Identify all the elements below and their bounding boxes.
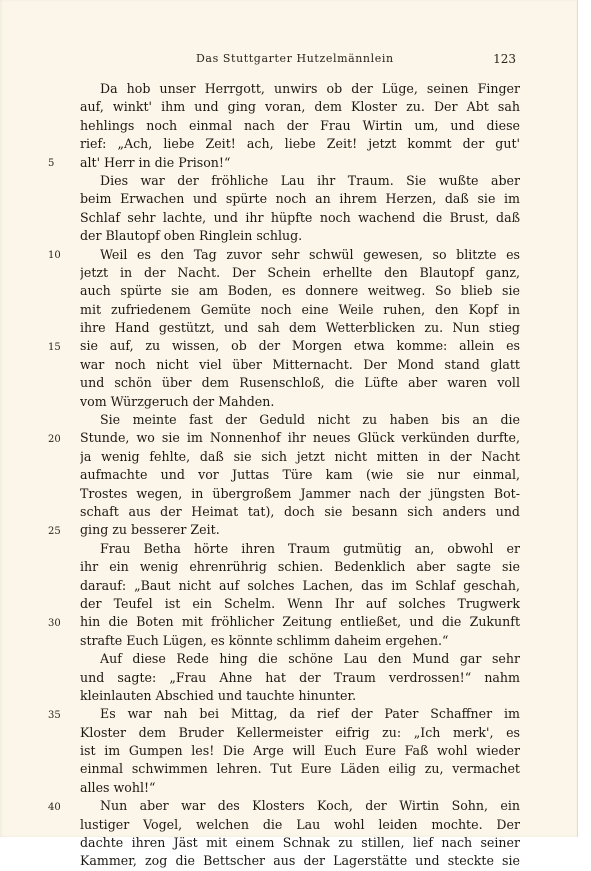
text-line-content: jetzt in der Nacht. Der Schein erhellte den Blautopf ganz,	[80, 264, 520, 280]
text-line	[80, 816, 520, 834]
text-line	[80, 779, 520, 797]
line-number: 30	[48, 617, 61, 629]
line-number: 10	[48, 249, 61, 261]
text-line	[80, 319, 520, 337]
text-line	[80, 613, 520, 631]
text-line	[80, 632, 520, 650]
text-line-content: Sie meinte fast der Geduld nicht zu haben bis an die	[100, 412, 520, 428]
text-line-content: hehlings noch einmal nach der Frau Wirtin um, und diese	[80, 117, 520, 133]
text-line	[80, 705, 520, 723]
text-line	[80, 742, 520, 760]
text-line	[80, 797, 520, 815]
text-line	[80, 485, 520, 503]
text-line-content: dachte ihren Jäst mit einem Schnak zu stillen, lief nach seiner	[80, 835, 520, 851]
text-line	[80, 687, 520, 705]
text-line	[80, 411, 520, 429]
text-line-content: und sagte: „Frau Ahne hat der Traum verdrossen!“ nahm	[80, 669, 520, 685]
text-line-content: ist im Gumpen les! Die Arge will Euch Eure Faß wohl wieder	[80, 743, 520, 759]
text-line	[80, 466, 520, 484]
text-line-content: Trostes wegen, in übergroßem Jammer nach der jüngsten Bot-	[80, 485, 520, 501]
text-line	[80, 650, 520, 668]
text-line-content: Kloster dem Bruder Kellermeister eifrig zu: „Ich merk', es	[80, 724, 520, 740]
text-line	[80, 282, 520, 300]
text-line-content: der Teufel ist ein Schelm. Wenn Ihr auf solches Trugwerk	[80, 595, 520, 611]
text-line-content: Auf diese Rede hing die schöne Lau den Mund gar sehr	[100, 651, 520, 667]
text-line	[80, 246, 520, 264]
text-line	[80, 448, 520, 466]
text-line	[80, 374, 520, 392]
text-line	[80, 521, 520, 539]
text-line-content: aufmachte und vor Juttas Türe kam (wie sie nur einmal,	[80, 467, 520, 483]
line-number: 35	[48, 709, 61, 721]
text-line-content: kleinlauten Abschied und tauchte hinunter.	[80, 687, 357, 703]
text-line-content: ging zu besserer Zeit.	[80, 522, 220, 538]
text-line-content: lustiger Vogel, welchen die Lau wohl leiden mochte. Der	[80, 816, 520, 832]
text-line	[80, 227, 520, 245]
text-line-content: Da hob unser Herrgott, unwirs ob der Lüge, seinen Finger	[100, 81, 520, 96]
line-number: 15	[48, 341, 61, 353]
text-line-content: ja wenig fehlte, daß sie sich jetzt nicht mitten in der Nacht	[80, 448, 520, 464]
text-line-content: ihre Hand gestützt, und sah dem Wetterblicken zu. Nun stieg	[80, 320, 520, 336]
text-line	[80, 595, 520, 613]
text-line	[80, 135, 520, 153]
line-number: 5	[48, 157, 55, 169]
text-line	[80, 577, 520, 595]
text-line-content: alles wohl!“	[80, 779, 156, 795]
text-line-content: war noch nicht viel über Mitternacht. Der Mond stand glatt	[80, 356, 520, 372]
text-line	[80, 172, 520, 190]
running-title: Das Stuttgarter Hutzelmännlein	[196, 52, 394, 65]
text-line-content: mit zufriedenem Gemüte noch eine Weile ruhen, den Kopf in	[80, 301, 520, 317]
text-line-content: darauf: „Baut nicht auf solches Lachen, das im Schlaf geschah,	[80, 577, 520, 593]
text-line-content: auch spürte sie am Boden, es donnere weitweg. So blieb sie	[80, 283, 520, 299]
text-line	[80, 209, 520, 227]
text-line-content: Stunde, wo sie im Nonnenhof ihr neues Glück verkünden durfte,	[80, 430, 520, 446]
text-line-content: ihr ein wenig ehrenrührig schien. Bedenklich aber sagte sie	[80, 559, 520, 575]
text-line	[80, 264, 520, 282]
text-line	[80, 852, 520, 870]
text-line	[80, 190, 520, 208]
text-line-content: Frau Betha hörte ihren Traum gutmütig an, obwohl er	[100, 540, 520, 556]
text-line	[80, 503, 520, 521]
text-line	[80, 760, 520, 778]
text-line-content: Nun aber war des Klosters Koch, der Wirtin Sohn, ein	[100, 798, 520, 814]
text-line-content: Weil es den Tag zuvor sehr schwül gewesen, so blitzte es	[100, 246, 520, 262]
text-line	[80, 669, 520, 687]
text-line-content: beim Erwachen und spürte noch an ihrem Herzen, daß sie im	[80, 191, 520, 207]
line-number: 20	[48, 433, 61, 445]
line-number: 25	[48, 525, 61, 537]
text-line-content: alt' Herr in die Prison!“	[80, 154, 231, 170]
text-line-content: vom Würzgeruch der Mahden.	[80, 393, 275, 409]
page-number: 123	[493, 52, 516, 66]
text-line-content: auf, winkt' ihm und ging voran, dem Kloster zu. Der Abt sah	[80, 99, 520, 115]
text-line-content: und schön über dem Rusenschloß, die Lüfte aber waren voll	[80, 375, 520, 391]
text-line	[80, 429, 520, 447]
text-line-content: Es war nah bei Mittag, da rief der Pater Schaffner im	[100, 706, 520, 722]
text-line	[80, 154, 520, 172]
text-line-content: Schlaf sehr lachte, und ihr hüpfte noch wachend die Brust, daß	[80, 209, 520, 225]
line-number: 40	[48, 801, 61, 813]
text-line-content: der Blautopf oben Ringlein schlug.	[80, 228, 303, 244]
text-line-content: rief: „Ach, liebe Zeit! ach, liebe Zeit! jetzt kommt der gut'	[80, 136, 520, 152]
text-line-content: strafte Euch Lügen, es könnte schlimm daheim ergehen.“	[80, 632, 449, 648]
text-line	[80, 356, 520, 374]
text-line	[80, 98, 520, 116]
text-line-content: Dies war der fröhliche Lau ihr Traum. Sie wußte aber	[100, 172, 520, 188]
text-line	[80, 117, 520, 135]
text-line	[80, 558, 520, 576]
text-line-content: Kammer, zog die Bettscher aus der Lagerstätte und steckte sie	[80, 853, 520, 869]
text-line-content: sie auf, zu wissen, ob der Morgen etwa komme: allein es	[80, 338, 520, 354]
text-line	[80, 724, 520, 742]
body-text	[80, 80, 520, 871]
text-line	[80, 80, 520, 98]
text-line-content: schaft aus der Heimat tat), doch sie besann sich anders und	[80, 503, 520, 519]
text-line	[80, 337, 520, 355]
text-line	[80, 540, 520, 558]
text-line	[80, 393, 520, 411]
running-head	[96, 52, 516, 68]
text-line-content: einmal schwimmen lehren. Tut Eure Läden eilig zu, vermachet	[80, 761, 520, 777]
text-line	[80, 301, 520, 319]
text-line-content: hin die Boten mit fröhlicher Zeitung entließet, und die Zukunft	[80, 614, 520, 630]
